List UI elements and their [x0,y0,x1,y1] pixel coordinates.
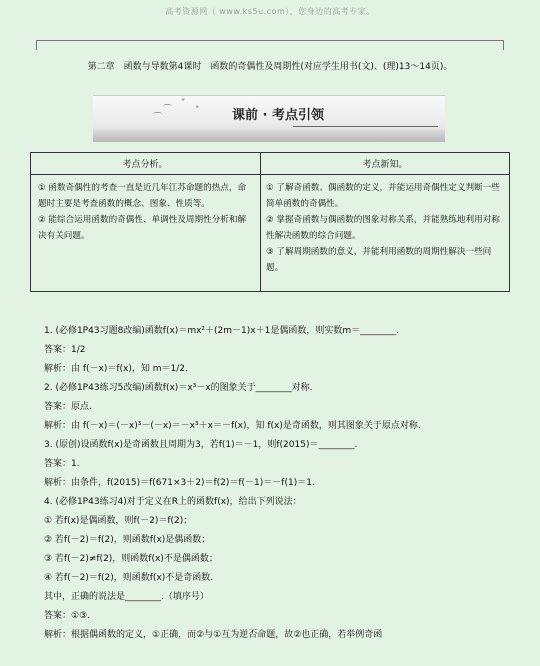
site-header: 高考资源网（ www.ks5u.com），您身边的高考专家。 [165,7,375,16]
answer-1: 答案：1/2 [44,345,86,355]
explanation-3: 解析：由条件，f(2015)＝f(671×3＋2)＝f(2)＝f(－1)＝－f(1)＝1. [44,478,315,488]
table-cell-analysis [38,180,254,244]
question-1: 1. (必修1P43习题8改编)函数f(x)＝mx²＋(2m－1)x＋1是偶函数，则实数m＝________. [44,326,399,336]
question-4-prompt: 其中，正确的说法是________.（填序号） [44,592,209,602]
bird-icon: ˇ [181,99,186,109]
table-column-divider [260,152,261,292]
statement-4: ④ 若f(－2)＝f(2)，则函数f(x)不是奇函数. [44,573,214,583]
table-header-new-knowledge: 考点新知。 [362,160,408,170]
answer-3: 答案：1. [44,459,80,469]
section-banner [93,95,445,142]
question-2: 2. (必修1P43练习5改编)函数f(x)＝x³－x的图象关于________对称. [44,383,313,393]
explanation-1: 解析：由 f(－x)＝f(x)，知 m＝1/2. [44,364,188,374]
bird-icon: ˇ [195,106,200,116]
header-rule-tick-right [503,40,504,50]
chapter-heading: 第二章 函数与导数第4课时 函数的奇偶性及周期性(对应学生用书(文)、(理)13～14页)。 [87,62,453,72]
knowledge-item: ③ 了解周期函数的意义，并能利用函数的周期性解决一些问题。 [266,247,492,273]
table-header-divider [30,174,510,175]
answer-2: 答案：原点. [44,402,92,412]
bird-icon: ⌒ [163,105,173,115]
explanation-2: 解析：由 f(－x)＝(－x)³－(－x)＝－x³＋x＝－f(x)，知 f(x)是奇函数，则其图象关于原点对称. [44,421,421,431]
question-4: 4. (必修1P43练习4)对于定义在R上的函数f(x)，给出下列说法： [44,497,302,507]
explanation-4: 解析：根据偶函数的定义，①正确，而②与①互为逆否命题，故②也正确，若举例奇函 [44,630,383,640]
answer-4: 答案：①③. [44,611,90,621]
banner-title: 课前 · 考点引领 [232,108,324,123]
statement-2: ② 若f(－2)＝f(2)，则函数f(x)是偶函数； [44,535,211,545]
banner-ground [93,128,445,142]
statement-1: ① 若f(x)是偶函数，则f(－2)＝f(2)； [44,516,193,526]
knowledge-item: ② 掌握奇函数与偶函数的图象对称关系，并能熟练地利用对称性解决函数的综合问题。 [266,215,500,241]
exercise-content [44,322,506,645]
question-3: 3. (原创)设函数f(x)是奇函数且周期为3，若f(1)＝－1，则f(2015)＝________. [44,440,358,450]
statement-3: ③ 若f(－2)≠f(2)，则函数f(x)不是偶函数； [44,554,218,564]
bird-icon: ⌒ [153,113,163,123]
header-rule-tick-left [36,40,37,50]
banner-underline [293,126,438,127]
analysis-item: ② 能综合运用函数的奇偶性、单调性及周期性分析和解决有关问题。 [38,215,247,241]
knowledge-item: ① 了解奇函数、偶函数的定义，并能运用奇偶性定义判断一些简单函数的奇偶性。 [266,183,500,209]
analysis-item: ① 函数奇偶性的考查一直是近几年江苏命题的热点，命题时主要是考查函数的概念、图象、性质等。 [38,183,247,209]
header-rule [36,40,504,41]
table-header-analysis: 考点分析。 [122,160,168,170]
table-cell-new-knowledge [266,180,502,276]
